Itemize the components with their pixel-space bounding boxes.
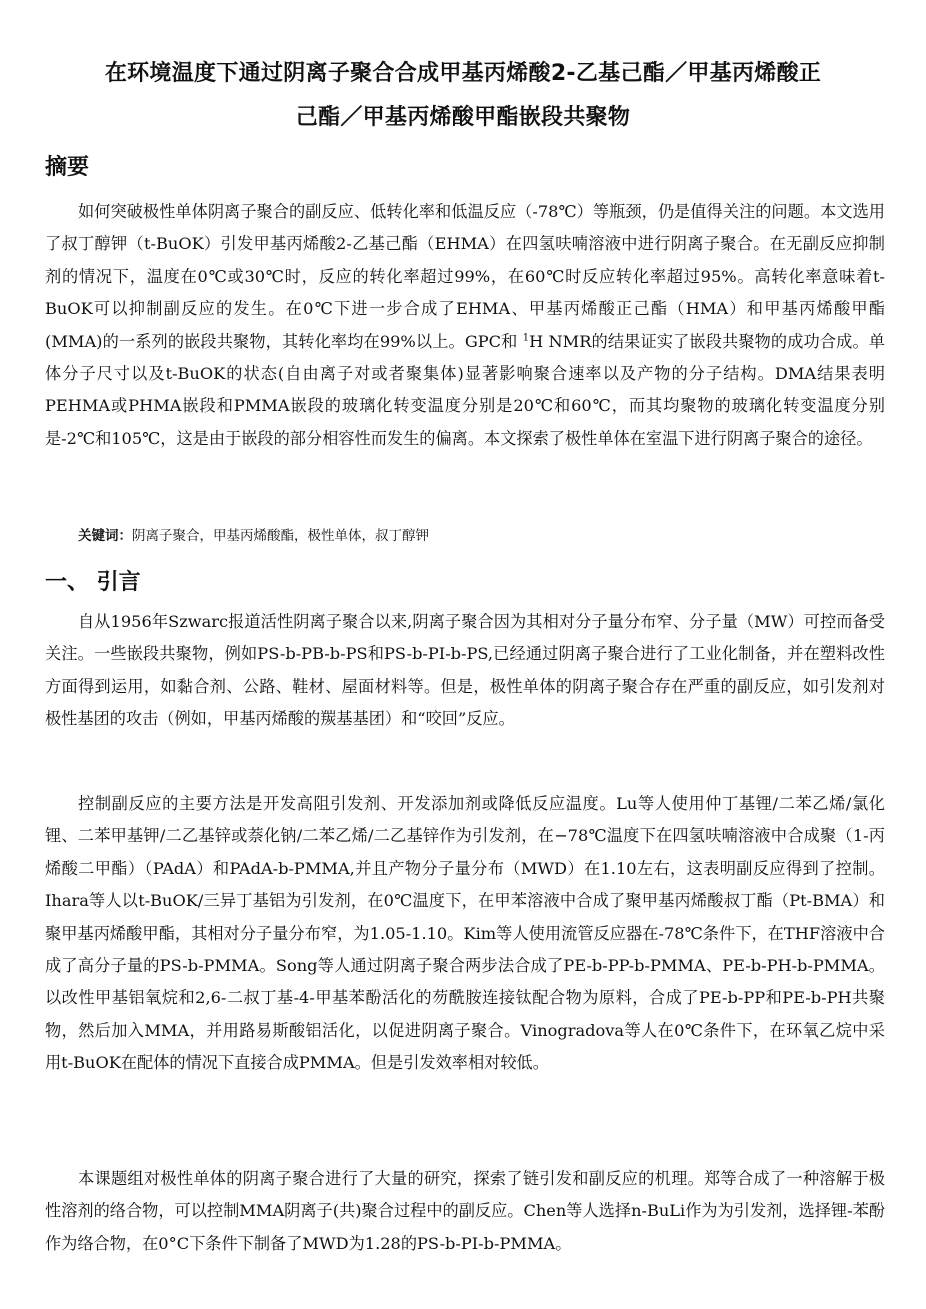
keywords-label: 关键词： — [78, 528, 132, 544]
intro-heading: 一、 引言 — [45, 570, 141, 595]
abstract-text-a: 如何突破极性单体阴离子聚合的副反应、低转化率和低温反应（-78℃）等瓶颈，仍是值得关注的问题。本文选用了叔丁醇钾（t-BuOK）引发甲基丙烯酸2-乙基己酯（EHMA）在四氢呋喃溶液中进行阴离子聚合。在无副反应抑制剂的情况下，温度在0℃或30℃时，反应的转化率超过99%，在60℃时反应转化率超过95%。高转化率意味着t-BuOK可以抑制副反应的发生。在0℃下进一步合成了EHMA、甲基丙烯酸正己酯（HMA）和甲基丙烯酸甲酯(MMA)的一系列的嵌段共聚物，其转化率均在99%以上。GPC和 — [45, 202, 885, 351]
paper-title-line1: 在环境温度下通过阴离子聚合合成甲基丙烯酸2-乙基己酯／甲基丙烯酸正 — [104, 61, 822, 86]
paper-title-line2: 己酯／甲基丙烯酸甲酯嵌段共聚物 — [295, 105, 631, 130]
paper-title — [40, 52, 886, 140]
intro-paragraph-3: 本课题组对极性单体的阴离子聚合进行了大量的研究，探索了链引发和副反应的机理。郑等合成了一种溶解于极性溶剂的络合物，可以控制MMA阴离子(共)聚合过程中的副反应。Chen等人选择n-BuLi作为为引发剂，选择锂-苯酚作为络合物，在0°C下条件下制备了MWD为1.28的PS-b-PI-b-PMMA。 — [45, 1169, 885, 1253]
intro-paragraph-1: 自从1956年Szwarc报道活性阴离子聚合以来,阴离子聚合因为其相对分子量分布窄、分子量（MW）可控而备受关注。一些嵌段共聚物，例如PS-b-PB-b-PS和PS-b-PI-b-PS,已经通过阴离子聚合进行了工业化制备，并在塑料改性方面得到运用，如黏合剂、公路、鞋材、屋面材料等。但是，极性单体的阴离子聚合存在严重的副反应，如引发剂对极性基团的攻击（例如，甲基丙烯酸的羰基基团）和“咬回”反应。 — [45, 612, 885, 729]
abstract-heading: 摘要 — [45, 155, 90, 180]
intro-paragraph-2: 控制副反应的主要方法是开发高阻引发剂、开发添加剂或降低反应温度。Lu等人使用仲丁基锂/二苯乙烯/氯化锂、二苯甲基钾/二乙基锌或萘化钠/二苯乙烯/二乙基锌作为引发剂，在−78℃温度下在四氢呋喃溶液中合成聚（1-丙烯酸二甲酯）（PAdA）和PAdA-b-PMMA,并且产物分子量分布（MWD）在1.10左右，这表明副反应得到了控制。Ihara等人以t-BuOK/三异丁基铝为引发剂，在0℃温度下，在甲苯溶液中合成了聚甲基丙烯酸叔丁酯（Pt-BMA）和聚甲基丙烯酸甲酯，其相对分子量分布窄，为1.05-1.10。Kim等人使用流管反应器在-78℃条件下，在THF溶液中合成了高分子量的PS-b-PMMA。Song等人通过阴离子聚合两步法合成了PE-b-PP-b-PMMA、PE-b-PH-b-PMMA。以改性甲基铝氧烷和2,6-二叔丁基-4-甲基苯酚活化的芴酰胺连接钛配合物为原料，合成了PE-b-PP和PE-b-PH共聚物，然后加入MMA，并用路易斯酸铝活化，以促进阴离子聚合。Vinogradova等人在0℃条件下，在环氧乙烷中采用t-BuOK在配体的情况下直接合成PMMA。但是引发效率相对较低。 — [45, 794, 885, 1073]
keywords-line — [78, 524, 429, 548]
abstract-paragraph — [45, 196, 885, 455]
keywords-text: 阴离子聚合，甲基丙烯酸酯，极性单体，叔丁醇钾 — [132, 528, 429, 544]
nmr-superscript: 1 — [522, 332, 530, 344]
abstract-text-b: H NMR的结果证实了嵌段共聚物的成功合成。单体分子尺寸以及t-BuOK的状态(自由离子对或者聚集体)显著影响聚合速率以及产物的分子结构。DMA结果表明PEHMA或PHMA嵌段和PMMA嵌段的玻璃化转变温度分别是20℃和60℃，而其均聚物的玻璃化转变温度分别是-2℃和105℃，这是由于嵌段的部分相容性而发生的偏离。本文探索了极性单体在室温下进行阴离子聚合的途径。 — [45, 331, 885, 448]
